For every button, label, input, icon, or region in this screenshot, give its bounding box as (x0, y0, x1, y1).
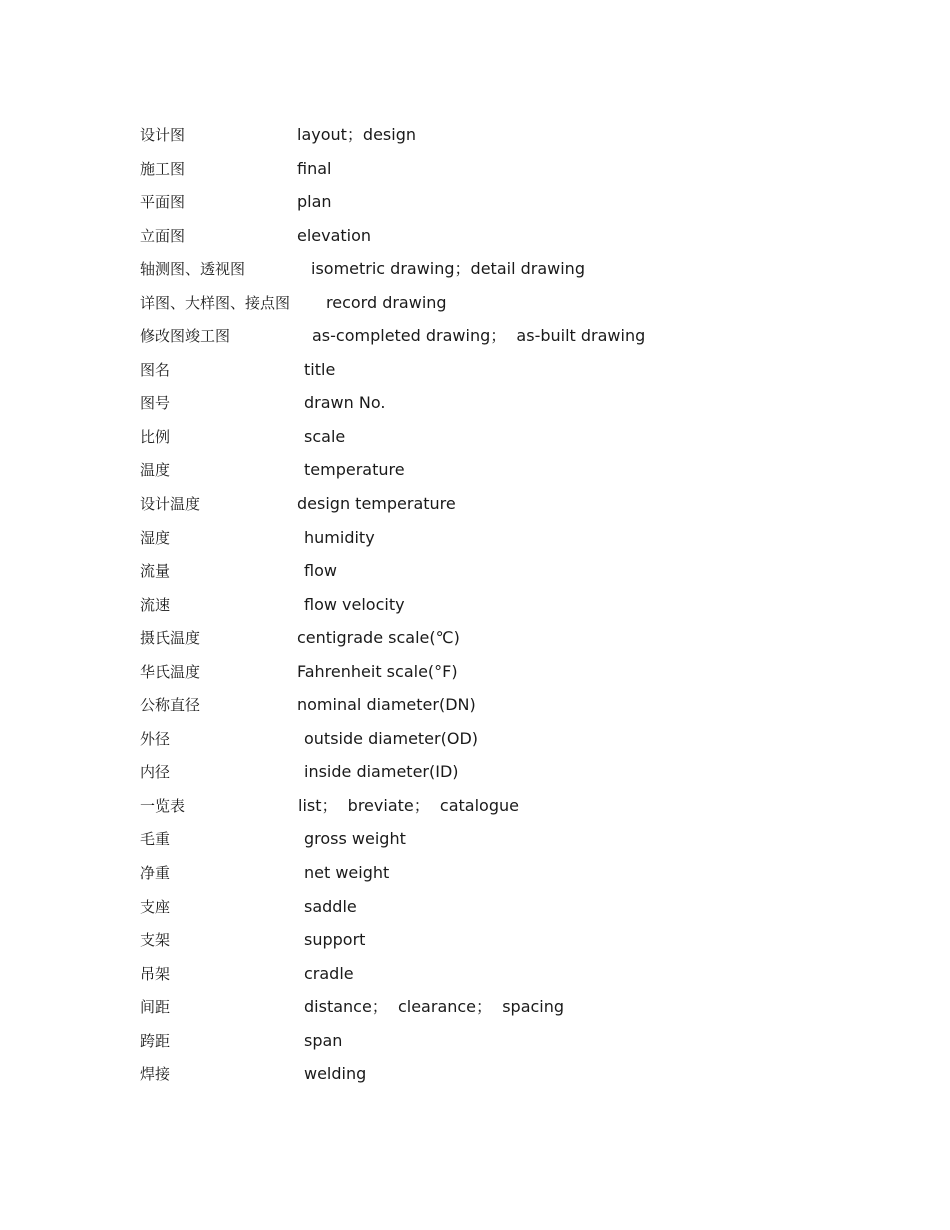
glossary-row (140, 961, 840, 995)
glossary-row (140, 357, 840, 391)
term-english: list； breviate； catalogue (298, 795, 519, 815)
term-english: layout；design (297, 125, 417, 144)
term-english: nominal diameter(DN) (297, 695, 476, 715)
term-chinese: 轴测图、透视图 (140, 260, 246, 279)
term-chinese: 流量 (140, 562, 171, 581)
glossary-row (140, 491, 840, 525)
term-chinese: 修改图竣工图 (140, 327, 231, 346)
glossary-row (140, 223, 840, 257)
glossary-row (140, 290, 840, 324)
term-chinese: 毛重 (140, 830, 171, 849)
glossary-list (140, 122, 840, 1095)
glossary-row (140, 525, 840, 559)
term-english: distance； clearance； spacing (304, 997, 565, 1017)
glossary-row (140, 1061, 840, 1095)
glossary-row (140, 860, 840, 894)
term-english: plan (297, 192, 332, 212)
glossary-row (140, 625, 840, 659)
term-chinese: 公称直径 (140, 696, 201, 715)
term-english: inside diameter(ID) (304, 762, 459, 782)
glossary-row (140, 189, 840, 223)
term-english: outside diameter(OD) (304, 728, 478, 748)
term-chinese: 间距 (140, 998, 171, 1017)
term-chinese: 比例 (140, 427, 171, 446)
term-english: as-completed drawing； as-built drawing (312, 326, 646, 346)
glossary-row (140, 424, 840, 458)
glossary-row (140, 726, 840, 760)
glossary-row (140, 759, 840, 793)
glossary-row (140, 659, 840, 693)
term-chinese: 湿度 (140, 528, 171, 547)
term-chinese: 焊接 (140, 1065, 171, 1084)
term-chinese: 温度 (140, 461, 171, 480)
term-english: flow (304, 561, 337, 581)
term-english: net weight (304, 863, 390, 883)
term-english: gross weight (304, 829, 406, 849)
term-english: drawn No. (304, 393, 386, 413)
glossary-row (140, 156, 840, 190)
term-chinese: 立面图 (140, 226, 186, 245)
term-chinese: 一览表 (140, 796, 186, 815)
glossary-row (140, 390, 840, 424)
term-english: welding (304, 1064, 367, 1084)
glossary-row (140, 457, 840, 491)
glossary-row (140, 122, 840, 156)
term-english: scale (304, 426, 346, 446)
glossary-row (140, 793, 840, 827)
glossary-row (140, 927, 840, 961)
term-chinese: 外径 (140, 729, 171, 748)
term-english: record drawing (326, 292, 447, 312)
term-chinese: 流速 (140, 595, 171, 614)
term-english: final (297, 158, 332, 178)
term-chinese: 支架 (140, 931, 171, 950)
glossary-row (140, 256, 840, 290)
term-chinese: 吊架 (140, 964, 171, 983)
term-english: elevation (297, 225, 372, 245)
glossary-row (140, 994, 840, 1028)
term-english: saddle (304, 896, 357, 916)
glossary-row (140, 692, 840, 726)
term-english: humidity (304, 527, 375, 547)
glossary-row (140, 894, 840, 928)
term-english: support (304, 930, 366, 950)
term-chinese: 施工图 (140, 159, 186, 178)
term-chinese: 设计温度 (140, 495, 201, 514)
term-chinese: 平面图 (140, 193, 186, 212)
term-chinese: 图号 (140, 394, 171, 413)
term-english: design temperature (297, 494, 456, 514)
term-chinese: 跨距 (140, 1031, 171, 1050)
term-chinese: 摄氏温度 (140, 629, 201, 648)
term-english: span (304, 1030, 343, 1050)
term-chinese: 设计图 (140, 126, 186, 144)
term-chinese: 华氏温度 (140, 662, 201, 681)
term-english: isometric drawing；detail drawing (311, 259, 585, 279)
term-english: Fahrenheit scale(°F) (297, 661, 458, 681)
term-chinese: 支座 (140, 897, 171, 916)
term-english: temperature (304, 460, 405, 480)
glossary-row (140, 592, 840, 626)
term-english: title (304, 359, 336, 379)
glossary-row (140, 826, 840, 860)
term-english: flow velocity (304, 594, 405, 614)
term-english: centigrade scale(℃) (297, 628, 460, 648)
term-chinese: 净重 (140, 864, 171, 883)
term-english: cradle (304, 963, 354, 983)
term-chinese: 详图、大样图、接点图 (140, 293, 291, 312)
glossary-row (140, 323, 840, 357)
term-chinese: 内径 (140, 763, 171, 782)
glossary-row (140, 558, 840, 592)
term-chinese: 图名 (140, 360, 171, 379)
glossary-row (140, 1028, 840, 1062)
